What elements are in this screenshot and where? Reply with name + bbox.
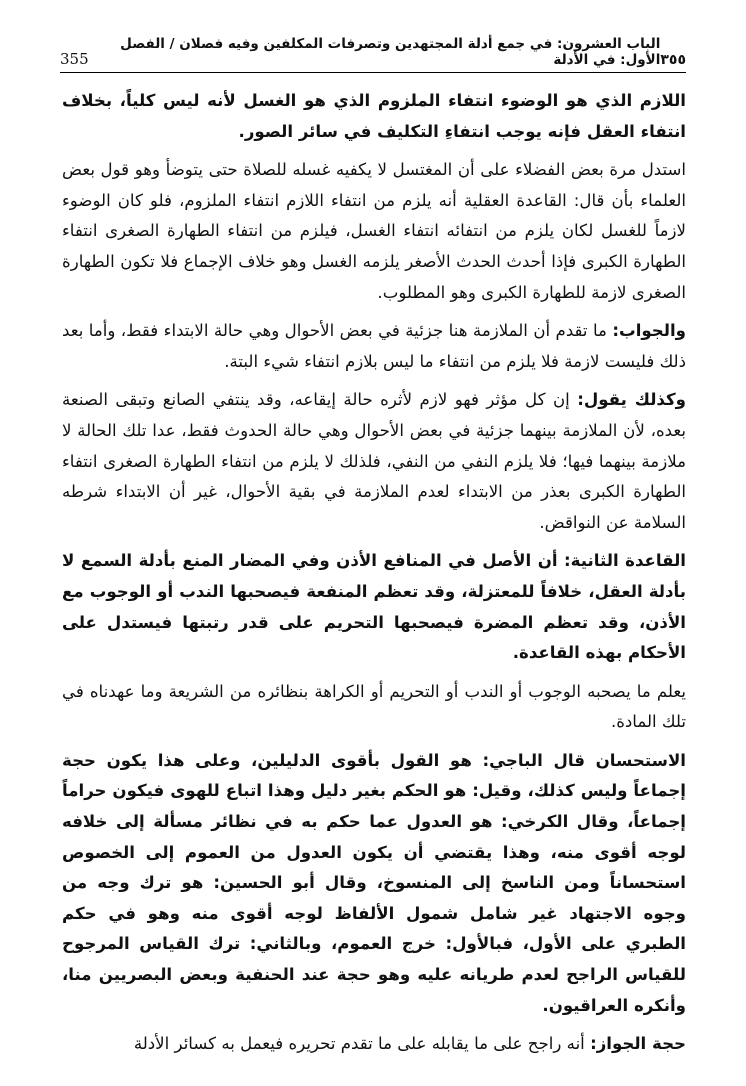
paragraph-8 xyxy=(62,1029,686,1060)
paragraph-text: استدل مرة بعض الفضلاء على أن المغتسل لا يكفيه غسله للصلاة حتى يتوضأ وهو قول بعض العلماء بأن قال: القاعدة العقلية أنه يلزم من انتفاء اللازم انتفاء الملزوم، فلو كان الوضوء لازماً للغسل لكان يلزم من انتفائه انتفاء الغسل، فيلزم من انتفاء الطهارة الصغرى انتفاء الطهارة الكبرى فإذا أحدث الحدث الأصغر يلزمه الغسل وهو خلاف الإجماع فلا تكون الطهارة الصغرى لازمة للطهارة الكبرى وهو المطلوب. xyxy=(62,160,686,302)
paragraph-text: الاستحسان قال الباجي: هو القول بأقوى الدليلين، وعلى هذا يكون حجة إجماعاً وليس كذلك، وقيل: هو الحكم بغير دليل وهذا اتباع للهوى فيكون حراماً إجماعاً، وقال الكرخي: هو العدول عما حكم به في نظائر مسألة إلى خلافه لوجه أقوى منه، وهذا يقتضي أن يكون العدول من العموم إلى الخصوص استحساناً ومن الناسخ إلى المنسوخ، وقال أبو الحسين: هو ترك وجه من وجوه الاجتهاد غير شامل شمول الألفاظ لوجه أقوى منه وهو في حكم الطبري على الأول، فبالأول: خرج العموم، وبالثاني: ترك القياس المرجوح للقياس الراجح لعدم طريانه عليه وهو حجة عند الحنفية وبعض البصريين منا، وأنكره العراقيون. xyxy=(62,750,686,1015)
paragraph-text: اللازم الذي هو الوضوء انتفاء الملزوم الذي هو الغسل لأنه ليس كلياً، بخلاف انتفاء العقل فإنه يوجب انتفاءِ التكليف في سائر الصور. xyxy=(62,91,686,141)
paragraph-lead: والجواب: xyxy=(612,321,686,341)
paragraph-text: يعلم ما يصحبه الوجوب أو الندب أو التحريم أو الكراهة بنظائره من الشريعة وما عهدناه في تلك المادة. xyxy=(62,681,686,732)
body-text xyxy=(62,86,686,1068)
paragraph-text: ما تقدم أن الملازمة هنا جزئية في بعض الأحوال وهي حالة الابتداء فقط، وأما بعد ذلك فليست لازمة فلا يلزم من انتفاء ما ليس بلازم انتفاء شيء البتة. xyxy=(62,321,686,371)
paragraph-1 xyxy=(62,86,686,147)
paragraph-text: إن كل مؤثر فهو لازم لأثره حالة إيقاعه، وقد ينتفي الصانع وتبقى الصنعة بعده، لأن الملازمة بينهما جزئية في بعض الأحوال وهي حالة الحدوث فقط، عدا تلك الحالة لا ملازمة بينهما فيها؛ فلا يلزم النفي من النفي، فلذلك لا يلزم من انتفاء الطهارة الصغرى انتفاء الطهارة الكبرى بعذر من الابتداء لعدم الملازمة في بقية الأحوال، غير أن الابتداء شرطه السلامة عن النواقض. xyxy=(62,390,686,532)
paragraph-5 xyxy=(62,546,686,668)
page-number-latin: 355 xyxy=(60,50,89,68)
header-rule xyxy=(60,72,686,73)
paragraph-lead: وكذلك يقول: xyxy=(577,390,686,410)
paragraph-7 xyxy=(62,746,686,1021)
running-header xyxy=(60,36,686,68)
paragraph-6 xyxy=(62,677,686,738)
paragraph-4 xyxy=(62,385,686,538)
paragraph-text: أنه راجح على ما يقابله على ما تقدم تحريره فيعمل به كسائر الأدلة xyxy=(133,1034,591,1054)
paragraph-text: القاعدة الثانية: أن الأصل في المنافع الأذن وفي المضار المنع بأدلة السمع لا بأدلة العقل، خلافاً للمعتزلة، وقد تعظم المنفعة فيصحبها الندب أو الوجوب مع الأذن، وقد تعظم المضرة فيصحبها التحريم على قدر رتبتها فيستدل على الأحكام بهذه القاعدة. xyxy=(62,551,686,663)
paragraph-3 xyxy=(62,316,686,377)
paragraph-2 xyxy=(62,155,686,308)
running-title: الباب العشرون: في جمع أدلة المجتهدين وتصرفات المكلفين وفيه فصلان / الفصل الأول: في الأدلة xyxy=(120,36,661,68)
paragraph-lead: حجة الجواز: xyxy=(590,1034,686,1054)
page-number-arabic: ٣٥٥ xyxy=(660,52,686,68)
